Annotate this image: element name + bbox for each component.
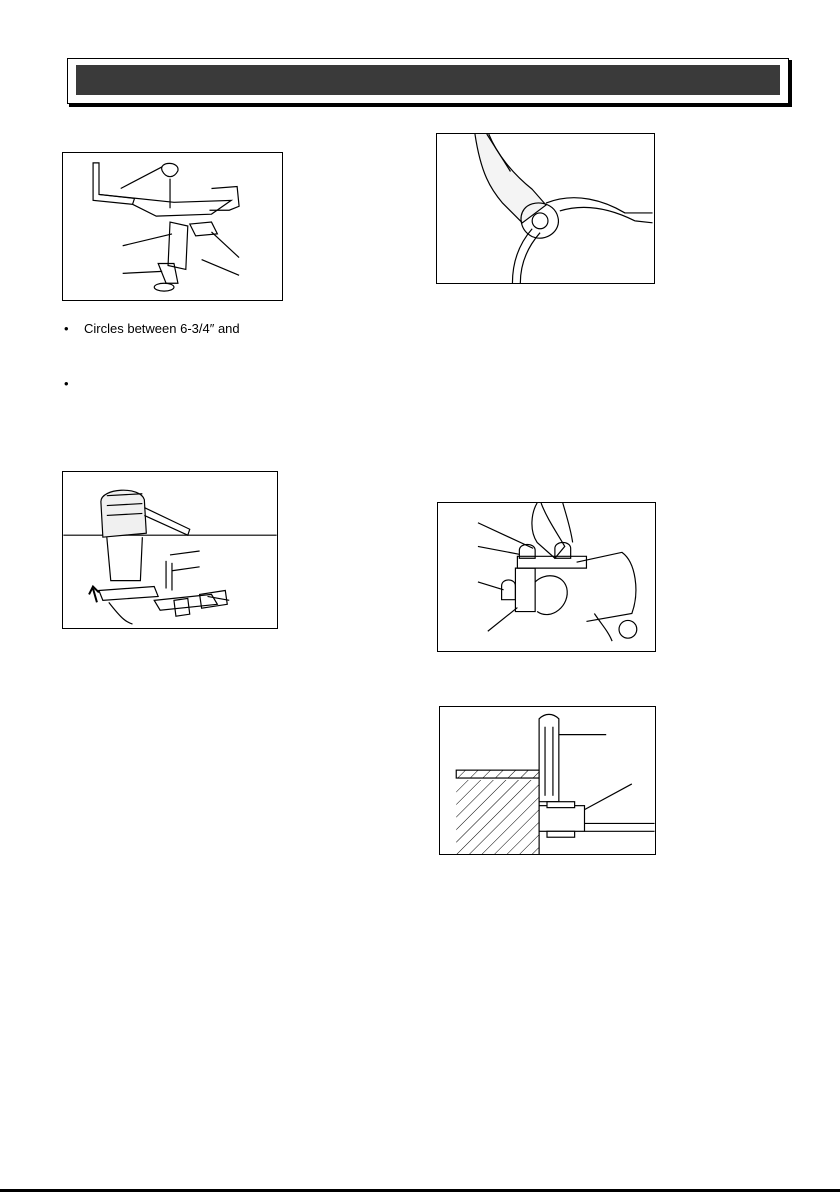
trimmer-illustration	[63, 472, 277, 628]
bullet-marker: •	[64, 321, 69, 336]
circular-cut-illustration	[437, 134, 654, 283]
trimmer-adjust-illustration	[438, 503, 655, 651]
bullet-second	[64, 376, 84, 392]
section-header	[67, 58, 789, 104]
figure-trimmer-guide-adjust	[437, 502, 656, 652]
header-shadow	[69, 104, 792, 107]
figure-cross-section	[439, 706, 656, 855]
bullet-text: Circles between 6-3/4″ and	[84, 321, 240, 336]
cross-section-illustration	[440, 707, 655, 854]
figure-circular-cut	[436, 133, 655, 284]
figure-guide-parts	[62, 152, 283, 301]
header-shadow	[789, 60, 792, 106]
guide-parts-illustration	[63, 153, 282, 300]
section-header-bar	[76, 65, 780, 95]
bullet-marker: •	[64, 376, 69, 391]
figure-trimmer-guide-install	[62, 471, 278, 629]
bullet-circles-range	[64, 321, 240, 337]
